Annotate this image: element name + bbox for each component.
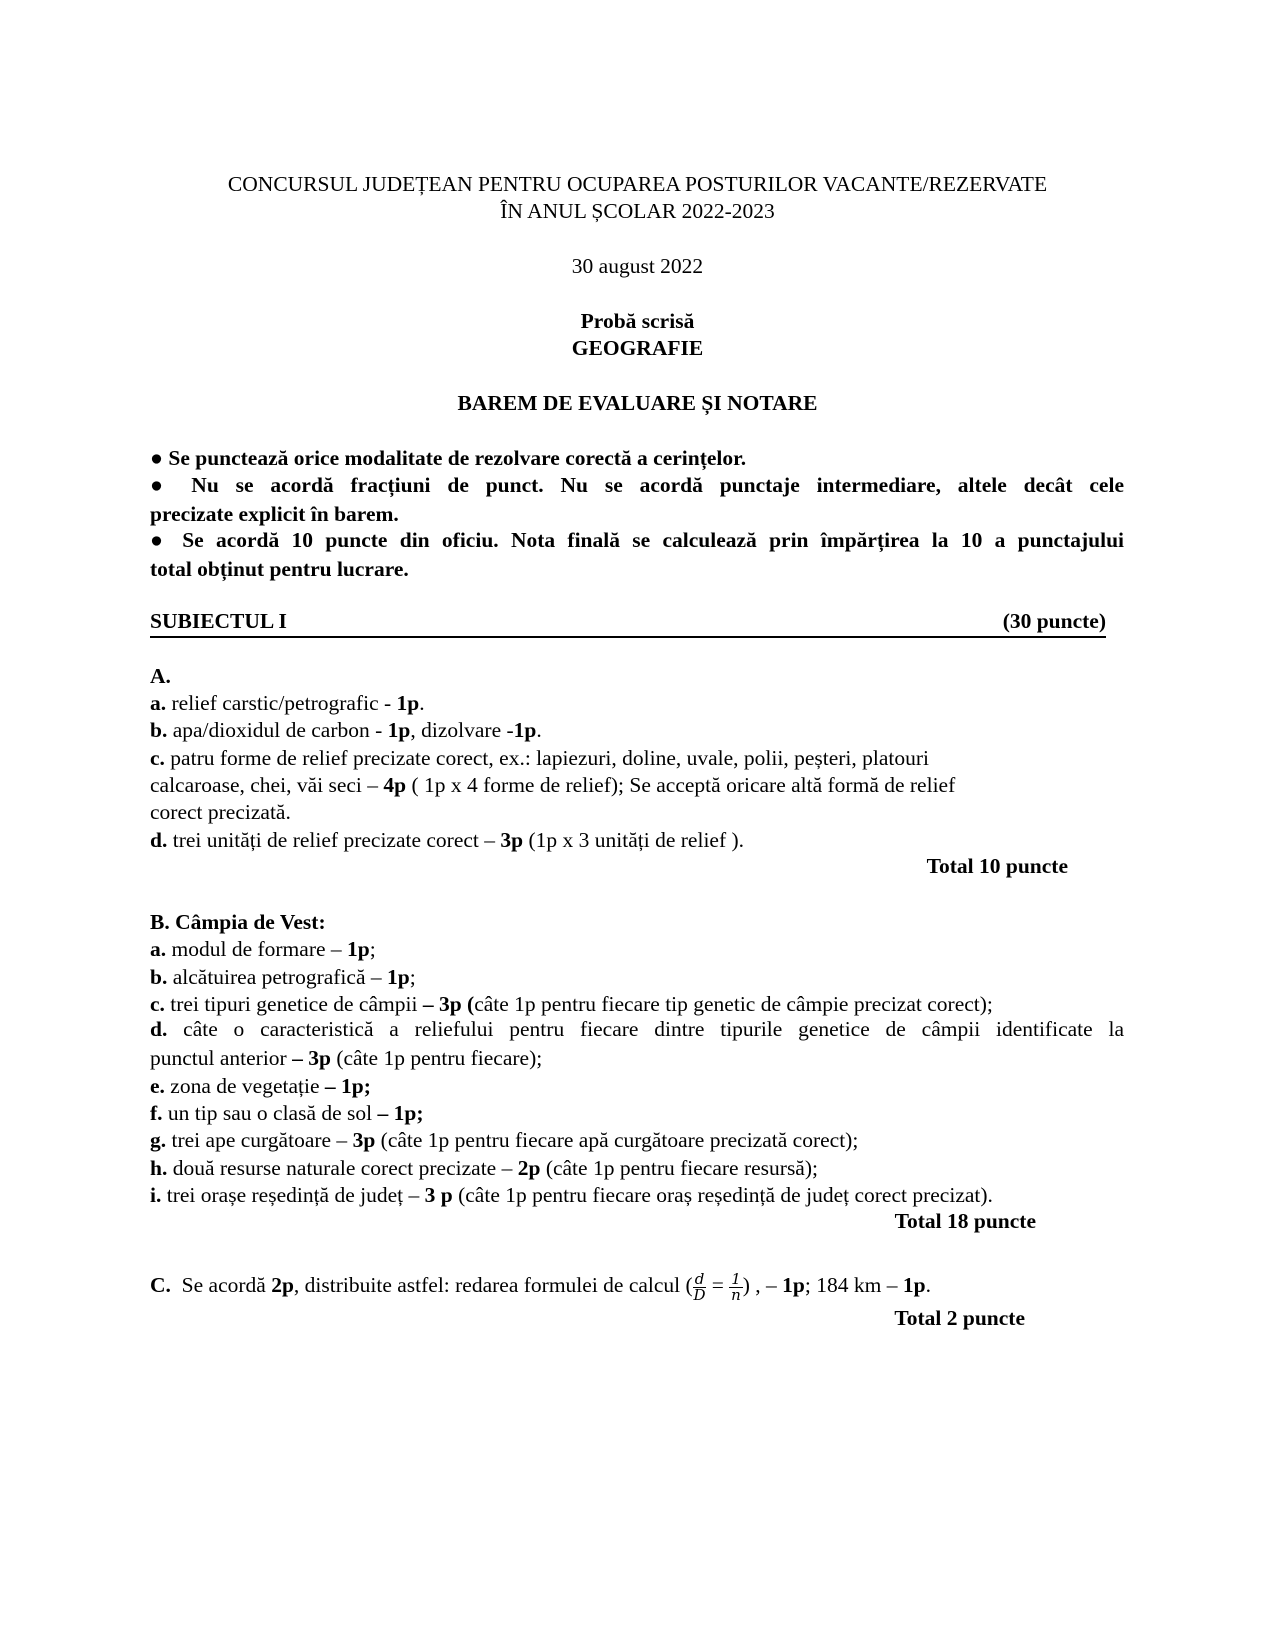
rule-3-line-2: total obținut pentru lucrare. [150,557,409,581]
subject-1-points: (30 puncte) [1002,609,1106,633]
section-a-item-c-line-1: c. patru forme de relief precizate corect, ex.: lapiezuri, doline, uvale, polii, peșteri, platouri [150,746,930,770]
section-a-item-a: a. relief carstic/petrografic - 1p. [150,691,425,715]
exam-type: Probă scrisă [580,309,695,333]
section-b-item-e: e. zona de vegetație – 1p; [150,1074,371,1098]
section-b-heading: B. Câmpia de Vest: [150,910,326,934]
header-line-1: CONCURSUL JUDEȚEAN PENTRU OCUPAREA POSTURILOR VACANTE/REZERVATE [227,172,1048,196]
section-a-item-d: d. trei unități de relief precizate corect – 3p (1p x 3 unități de relief ). [150,828,745,852]
subject-1-header [150,609,1106,638]
section-b-item-g: g. trei ape curgătoare – 3p (câte 1p pentru fiecare apă curgătoare precizată corect); [150,1128,859,1152]
rule-1: ● Se punctează orice modalitate de rezolvare corectă a cerințelor. [150,446,747,470]
section-c-line: C. Se acordă 2p, distribuite astfel: redarea formulei de calcul ( $\frac{d}{D}$ = $\frac{1}{n}$ ) , – 1p; 184 km – 1p. [150,1269,931,1304]
exam-subject: GEOGRAFIE [571,336,704,360]
rule-2-line-2: precizate explicit în barem. [150,502,399,526]
section-b-total: Total 18 puncte [894,1209,1036,1233]
exam-date: 30 august 2022 [571,254,704,278]
document-title: BAREM DE EVALUARE ȘI NOTARE [457,391,818,415]
section-a-heading: A. [150,664,171,688]
section-a-total: Total 10 puncte [926,854,1068,878]
rule-3-line-1: ● Se acordă 10 puncte din oficiu. Nota finală se calculează prin împărțirea la 10 a punctajului [150,528,1124,552]
section-b-item-c: c. trei tipuri genetice de câmpii – 3p (câte 1p pentru fiecare tip genetic de câmpie precizat corect); [150,992,993,1016]
section-a-item-b: b. apa/dioxidul de carbon - 1p, dizolvare -1p. [150,718,542,742]
section-b-item-b: b. alcătuirea petrografică – 1p; [150,965,416,989]
section-b-item-f: f. un tip sau o clasă de sol – 1p; [150,1101,424,1125]
section-b-item-d-line-1: d. câte o caracteristică a reliefului pentru fiecare dintre tipurile genetice de câmpii identificate la [150,1017,1124,1041]
formula-fraction-d-over-D: $\frac{d}{D}$ [693,1269,706,1304]
subject-1-title: SUBIECTUL I [150,609,287,633]
section-a-item-c-line-3: corect precizată. [150,800,291,824]
section-b-item-a: a. modul de formare – 1p; [150,937,376,961]
section-b-item-i: i. trei orașe reședință de județ – 3 p (câte 1p pentru fiecare oraș reședință de județ corect precizat). [150,1183,993,1207]
section-c-total: Total 2 puncte [894,1306,1025,1330]
section-b-item-h: h. două resurse naturale corect precizate – 2p (câte 1p pentru fiecare resursă); [150,1156,818,1180]
section-b-item-d-line-2: punctul anterior – 3p (câte 1p pentru fiecare); [150,1046,543,1070]
formula-fraction-1-over-n: $\frac{1}{n}$ [731,1269,741,1304]
header-line-2: ÎN ANUL ȘCOLAR 2022-2023 [500,199,775,223]
rule-2-line-1: ● Nu se acordă fracțiuni de punct. Nu se acordă punctaje intermediare, altele decât cele [150,473,1124,497]
section-a-item-c-line-2: calcaroase, chei, văi seci – 4p ( 1p x 4 forme de relief); Se acceptă oricare altă formă de relief [150,773,956,797]
